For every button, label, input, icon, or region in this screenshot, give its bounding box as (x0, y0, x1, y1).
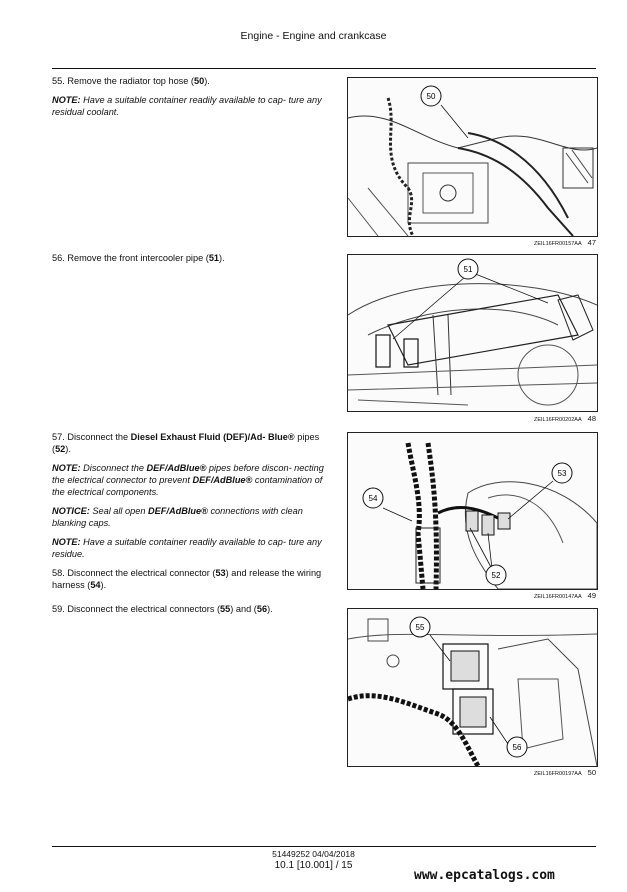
step-56-block (52, 252, 324, 264)
step-56: 56. Remove the front intercooler pipe (51). (52, 253, 225, 263)
figure-50-caption: ZEIL16FR00197AA 50 (533, 768, 596, 777)
figure-48-photo (347, 254, 598, 412)
step-55: 55. Remove the radiator top hose (50). (52, 76, 210, 86)
step-57-block (52, 431, 324, 615)
footer-rule (52, 846, 596, 847)
svg-text:55: 55 (415, 623, 425, 632)
svg-text:53: 53 (557, 469, 567, 478)
footer-doc-number: 51449252 04/04/2018 (272, 849, 355, 859)
figure-47-caption: ZEIL16FR00157AA 47 (533, 238, 596, 247)
figure-49-photo (347, 432, 598, 590)
step-58: 58. Disconnect the electrical connector (53) and release the wiring harness (54). (52, 568, 322, 590)
figure-48-caption: ZEIL16FR00202AA 48 (533, 414, 596, 423)
svg-text:51: 51 (463, 265, 473, 274)
svg-text:50: 50 (426, 92, 436, 101)
page-header: Engine - Engine and crankcase (240, 30, 387, 42)
callout-56 (507, 737, 527, 757)
callout-55 (410, 617, 430, 637)
callout-52 (486, 565, 506, 585)
svg-text:56: 56 (512, 743, 522, 752)
step-57: 57. Disconnect the Diesel Exhaust Fluid (DEF)/Ad- Blue® pipes (52). (52, 432, 320, 454)
watermark: www.epcatalogs.com (414, 868, 555, 883)
figure-50-photo (347, 608, 598, 767)
note-55: NOTE: Have a suitable container readily available to cap- ture any residual coolant. (52, 95, 322, 117)
svg-text:54: 54 (368, 494, 378, 503)
figure-49-caption: ZEIL16FR00147AA 49 (533, 591, 596, 600)
figure-47-photo (347, 77, 598, 237)
footer-page-number: 10.1 [10.001] / 15 (274, 860, 353, 871)
note-57-residue: NOTE: Have a suitable container readily available to cap- ture any residue. (52, 537, 322, 559)
callout-50 (421, 86, 441, 106)
callout-51 (458, 259, 478, 279)
callout-53 (552, 463, 572, 483)
step-55-block (52, 75, 324, 118)
notice-57: NOTICE: Seal all open DEF/AdBlue® connections with clean blanking caps. (52, 506, 303, 528)
step-59: 59. Disconnect the electrical connectors (55) and (56). (52, 604, 273, 614)
note-57-def: NOTE: Disconnect the DEF/AdBlue® pipes before discon- necting the electrical connector to prevent DEF/AdBlue® contamination of the electrical components. (52, 463, 324, 497)
svg-text:52: 52 (491, 571, 501, 580)
callout-54 (363, 488, 383, 508)
header-rule (52, 68, 596, 69)
